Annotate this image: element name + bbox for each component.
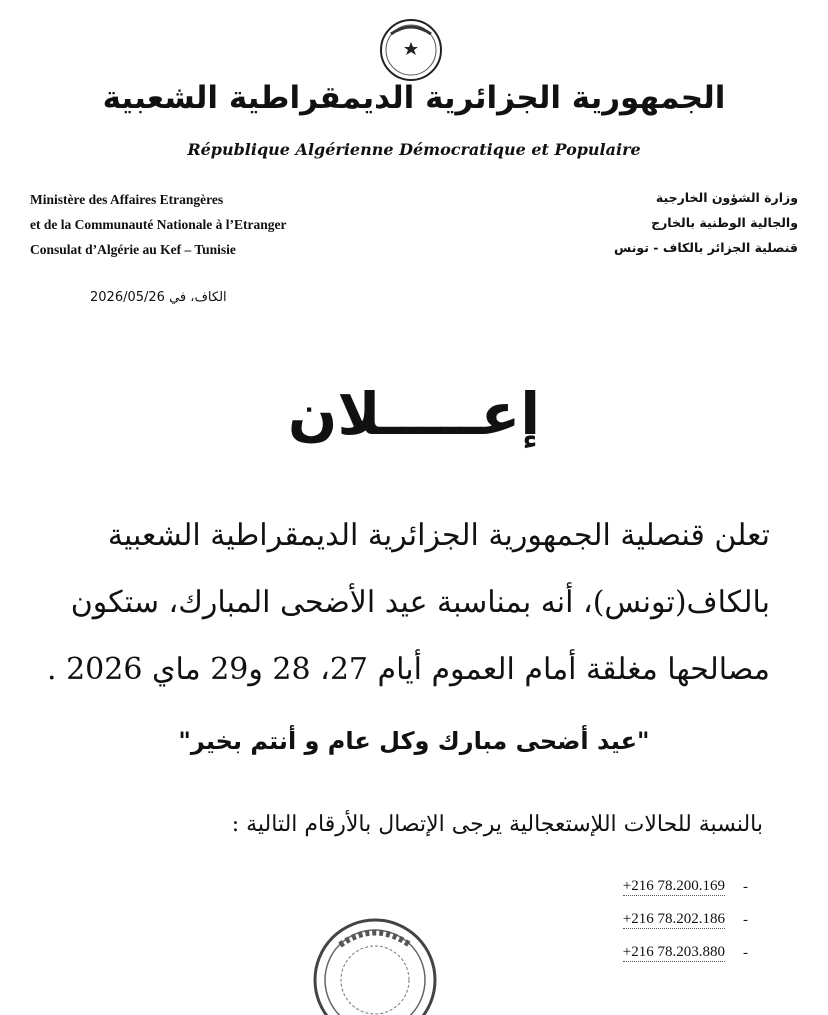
community-line-ar: والجالية الوطنية بالخارج [651, 215, 798, 230]
announcement-title: إعـــــلان [287, 380, 541, 448]
ministry-line-fr: Ministère des Affaires Etrangères [30, 192, 224, 207]
list-bullet: - [743, 944, 748, 961]
ministry-line-ar: وزارة الشؤون الخارجية [655, 190, 798, 205]
community-line-fr: et de la Communauté Nationale à l’Etranger [30, 217, 287, 232]
announcement-body-line: مصالحها مغلقة أمام العموم أيام 27، 28 و29 ماي 2026 . [46, 652, 770, 687]
list-bullet: - [743, 911, 748, 928]
place-date: الكاف، في 2026/05/26 [90, 290, 227, 305]
phone-list-item [623, 944, 748, 962]
consulate-line-ar: قنصلية الجزائر بالكاف - تونس [614, 240, 798, 255]
republic-title-french: République Algérienne Démocratique et Populaire [187, 140, 641, 159]
phone-list-item [623, 911, 748, 929]
eid-greeting: "عيد أضحى مبارك وكل عام و أنتم بخير" [178, 727, 650, 755]
phone-number: +216 78.202.186 [622, 911, 725, 927]
list-bullet: - [743, 878, 748, 895]
announcement-body-line: تعلن قنصلية الجمهورية الجزائرية الديمقراطية الشعبية [107, 518, 770, 553]
announcement-body-line: بالكاف(تونس)، أنه بمناسبة عيد الأضحى المبارك، ستكون [70, 585, 770, 620]
republic-title-arabic: الجمهورية الجزائرية الديمقراطية الشعبية [102, 80, 726, 116]
emergency-contact-intro: بالنسبة للحالات اللإستعجالية يرجى الإتصال بالأرقام التالية : [231, 812, 763, 837]
consulate-stamp-icon [310, 905, 440, 1015]
phone-list-item [623, 878, 748, 896]
phone-number: +216 78.203.880 [622, 944, 725, 960]
phone-number: +216 78.200.169 [622, 878, 725, 894]
consulate-line-fr: Consulat d’Algérie au Kef – Tunisie [30, 242, 236, 257]
